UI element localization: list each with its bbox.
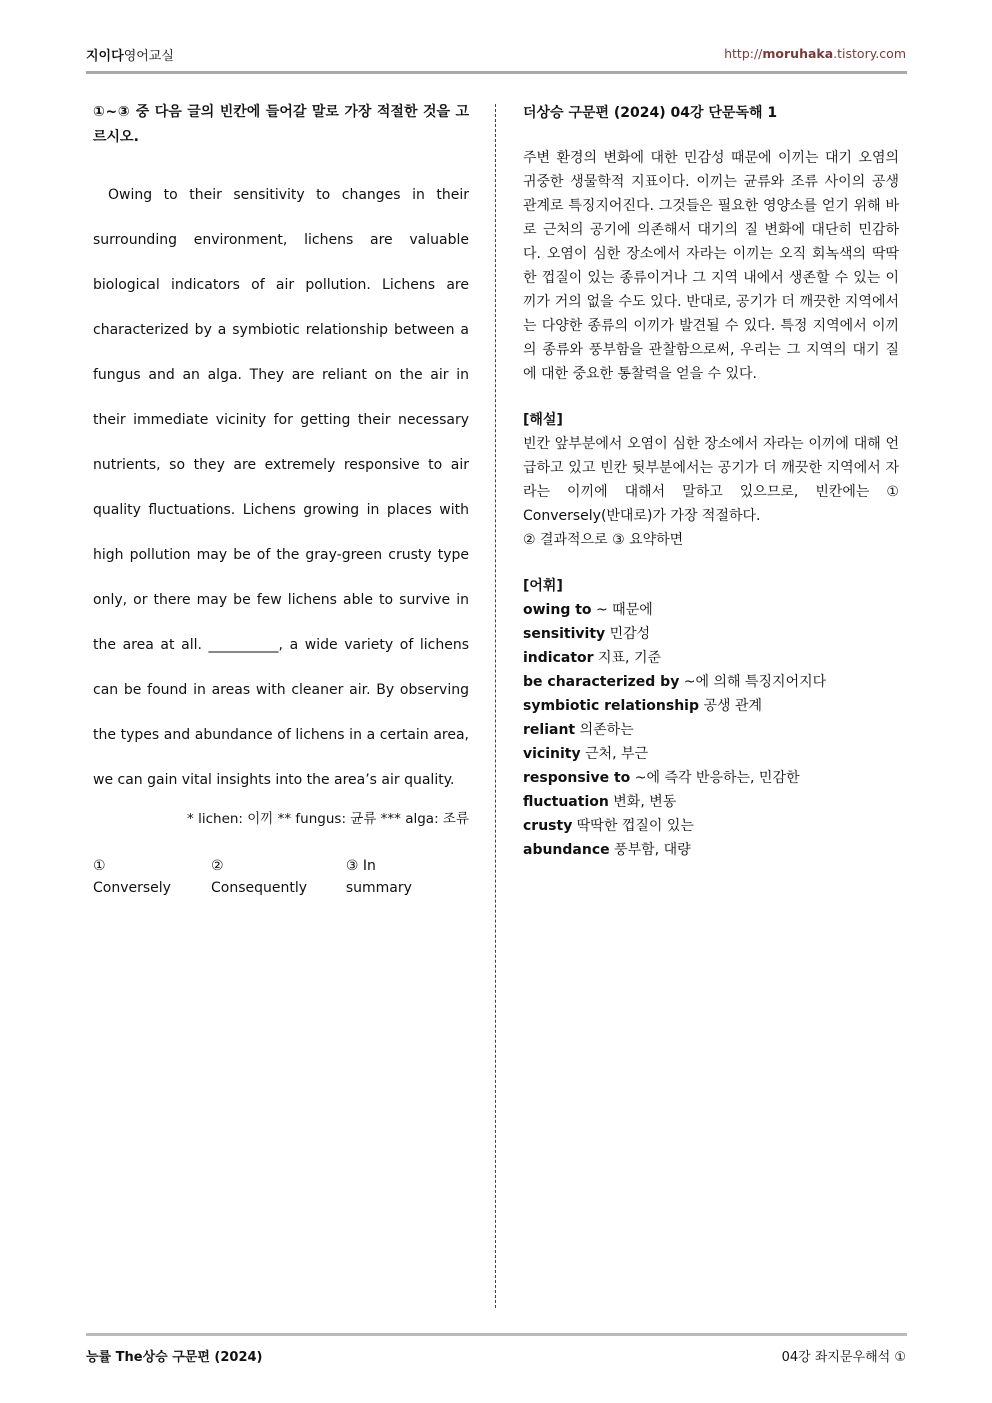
answer-choices <box>93 855 469 899</box>
footer-rule <box>86 1333 907 1336</box>
vocab-meaning: 풍부함, 대량 <box>614 842 691 858</box>
vocab-word: indicator <box>523 650 594 666</box>
footer-section: 04강 좌지문우해석 ① <box>781 1350 906 1365</box>
vocab-meaning: ~에 즉각 반응하는, 민감한 <box>634 770 800 786</box>
vocab-word: responsive to <box>523 770 631 786</box>
vocab-meaning: 의존하는 <box>579 722 634 738</box>
vocab-item <box>523 742 899 766</box>
vocab-meaning: 근처, 부근 <box>585 746 649 762</box>
footer-book-title: 능률 The상승 구문편 (2024) <box>86 1350 263 1365</box>
translation: 주변 환경의 변화에 대한 민감성 때문에 이끼는 대기 오염의 귀중한 생물학적 지표이다. 이끼는 균류와 조류 사이의 공생 관계로 특징지어진다. 그것들은 필요한 영양소를 얻기 위해 바로 근처의 공기에 의존해서 대기의 질 변화에 대단히 민감하다. 오염이 심한 장소에서 자라는 이끼는 오직 회녹색의 딱딱한 껍질이 있는 종류이거나 그 지역 내에서 생존할 수 있는 이끼가 거의 없을 수도 있다. 반대로, 공기가 더 깨끗한 지역에서는 다양한 종류의 이끼가 발견될 수 있다. 특정 지역에서 이끼의 종류와 풍부함을 관찰함으로써, 우리는 그 지역의 대기 질에 대한 중요한 통찰력을 얻을 수 있다. <box>523 150 899 382</box>
vocab-meaning: 지표, 기준 <box>598 650 661 666</box>
url-prefix: http:// <box>724 46 763 61</box>
vocab-item <box>523 598 899 622</box>
explanation-extra: ② 결과적으로 ③ 요약하면 <box>523 532 684 548</box>
url-bold: moruhaka <box>762 46 834 61</box>
url-suffix: .tistory.com <box>833 46 906 61</box>
vocab-item <box>523 838 899 862</box>
passage <box>93 173 469 803</box>
footnotes: * lichen: 이끼 ** fungus: 균류 *** alga: 조류 <box>187 811 469 827</box>
section-title: 더상승 구문편 (2024) 04강 단문독해 1 <box>523 105 778 121</box>
vocab-word: vicinity <box>523 746 581 762</box>
vocab-item <box>523 718 899 742</box>
question-prompt: ①~③ 중 다음 글의 빈칸에 들어갈 말로 가장 적절한 것을 고르시오. <box>93 104 469 145</box>
vocab-word: owing to <box>523 602 592 618</box>
vocab-meaning: ~ 때문에 <box>595 602 653 618</box>
vocab-word: reliant <box>523 722 576 738</box>
vocab-meaning: ~에 의해 특징지어지다 <box>683 674 827 690</box>
vocab-item <box>523 790 899 814</box>
vocab-word: crusty <box>523 818 573 834</box>
vocab-list <box>523 598 899 862</box>
choice-1: ① Conversely <box>93 858 171 896</box>
vocab-item <box>523 646 899 670</box>
vocab-meaning: 변화, 변동 <box>613 794 677 810</box>
vocab-item <box>523 814 899 838</box>
brand-rest: 영어교실 <box>123 49 174 64</box>
vocab-word: fluctuation <box>523 794 609 810</box>
choice-2: ② Consequently <box>211 858 308 896</box>
explanation: 빈칸 앞부분에서 오염이 심한 장소에서 자라는 이끼에 대해 언급하고 있고 빈칸 뒷부분에서는 공기가 더 깨끗한 지역에서 자라는 이끼에 대해서 말하고 있으므로, 빈칸에는 ① Conversely(반대로)가 가장 적절하다. <box>523 436 899 524</box>
header-rule <box>86 71 907 74</box>
right-column <box>523 100 899 862</box>
vocab-item <box>523 670 899 694</box>
column-divider <box>495 104 496 1308</box>
vocab-word: be characterized by <box>523 674 680 690</box>
vocab-word: symbiotic relationship <box>523 698 699 714</box>
vocab-heading: [어휘] <box>523 578 563 594</box>
vocab-meaning: 공생 관계 <box>703 698 762 714</box>
vocab-word: abundance <box>523 842 610 858</box>
brand-bold: 지이다 <box>86 49 124 64</box>
vocab-meaning: 민감성 <box>609 626 651 642</box>
header-url[interactable] <box>724 46 906 61</box>
passage-text: Owing to their sensitivity to changes in their surrounding environment, lichens are valuable biological indicators of air pollution. Lichens are characterized by a symbiotic relationship between a fungus and an alga. They are reliant on the air in their immediate vicinity for getting their necessary nutrients, so they are extremely responsive to air quality fluctuations. Lichens growing in places with high pollution may be of the gray-green crusty type only, or there may be few lichens able to survive in the area at all. __________, a wide variety of lichens can be found in areas with cleaner air. By observing the types and abundance of lichens in a certain area, we can gain vital insights into the area’s air quality. <box>93 187 469 788</box>
choice-3: ③ In summary <box>345 858 412 896</box>
left-column <box>93 100 469 899</box>
vocab-item <box>523 766 899 790</box>
vocab-word: sensitivity <box>523 626 606 642</box>
explanation-heading: [해설] <box>523 412 563 428</box>
vocab-item <box>523 694 899 718</box>
header-brand <box>86 45 174 64</box>
vocab-meaning: 딱딱한 껍질이 있는 <box>576 818 694 834</box>
vocab-item <box>523 622 899 646</box>
